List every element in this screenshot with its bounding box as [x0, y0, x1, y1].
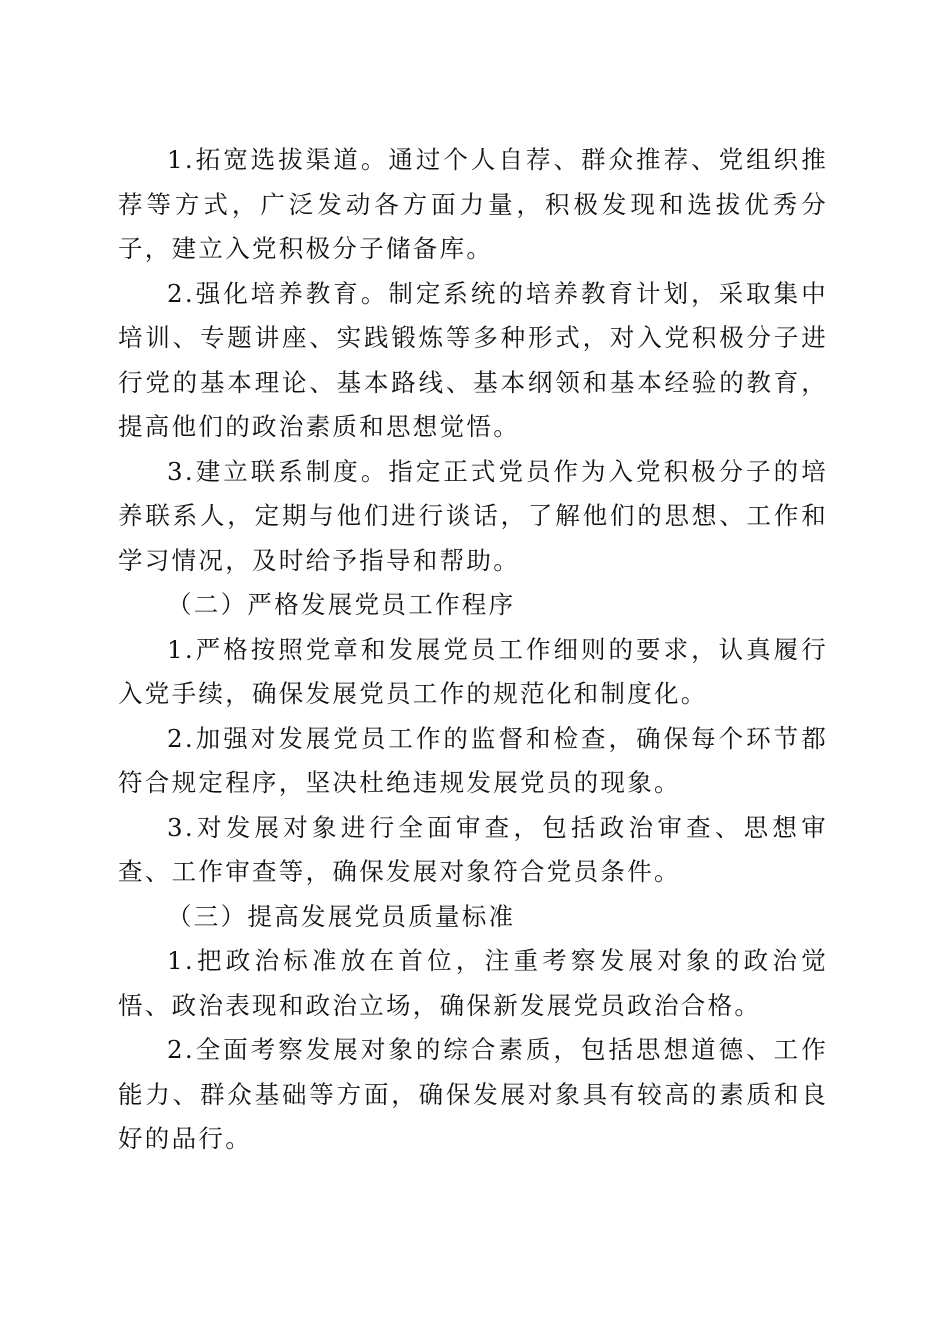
paragraph-item: 2.强化培养教育。制定系统的培养教育计划，采取集中培训、专题讲座、实践锻炼等多种形式，对入党积极分子进行党的基本理论、基本路线、基本纲领和基本经验的教育，提高他们的政治素质和思想觉悟。: [118, 278, 828, 441]
paragraph-item: 1.拓宽选拔渠道。通过个人自荐、群众推荐、党组织推荐等方式，广泛发动各方面力量，积极发现和选拔优秀分子，建立入党积极分子储备库。: [118, 145, 828, 263]
paragraph-item: 2.全面考察发展对象的综合素质，包括思想道德、工作能力、群众基础等方面，确保发展对象具有较高的素质和良好的品行。: [118, 1035, 828, 1153]
section-heading: （二）严格发展党员工作程序: [167, 590, 516, 619]
paragraph-item: 3.建立联系制度。指定正式党员作为入党积极分子的培养联系人，定期与他们进行谈话，了解他们的思想、工作和学习情况，及时给予指导和帮助。: [118, 456, 828, 575]
document-body: [118, 138, 828, 1162]
paragraph-item: 1.严格按照党章和发展党员工作细则的要求，认真履行入党手续，确保发展党员工作的规范化和制度化。: [118, 634, 828, 708]
paragraph-item: 2.加强对发展党员工作的监督和检查，确保每个环节都符合规定程序，坚决杜绝违规发展党员的现象。: [118, 723, 828, 797]
paragraph-item: 1.把政治标准放在首位，注重考察发展对象的政治觉悟、政治表现和政治立场，确保新发展党员政治合格。: [118, 946, 828, 1020]
section-heading: （三）提高发展党员质量标准: [167, 901, 516, 931]
paragraph-item: 3.对发展对象进行全面审查，包括政治审查、思想审查、工作审查等，确保发展对象符合党员条件。: [118, 812, 828, 886]
